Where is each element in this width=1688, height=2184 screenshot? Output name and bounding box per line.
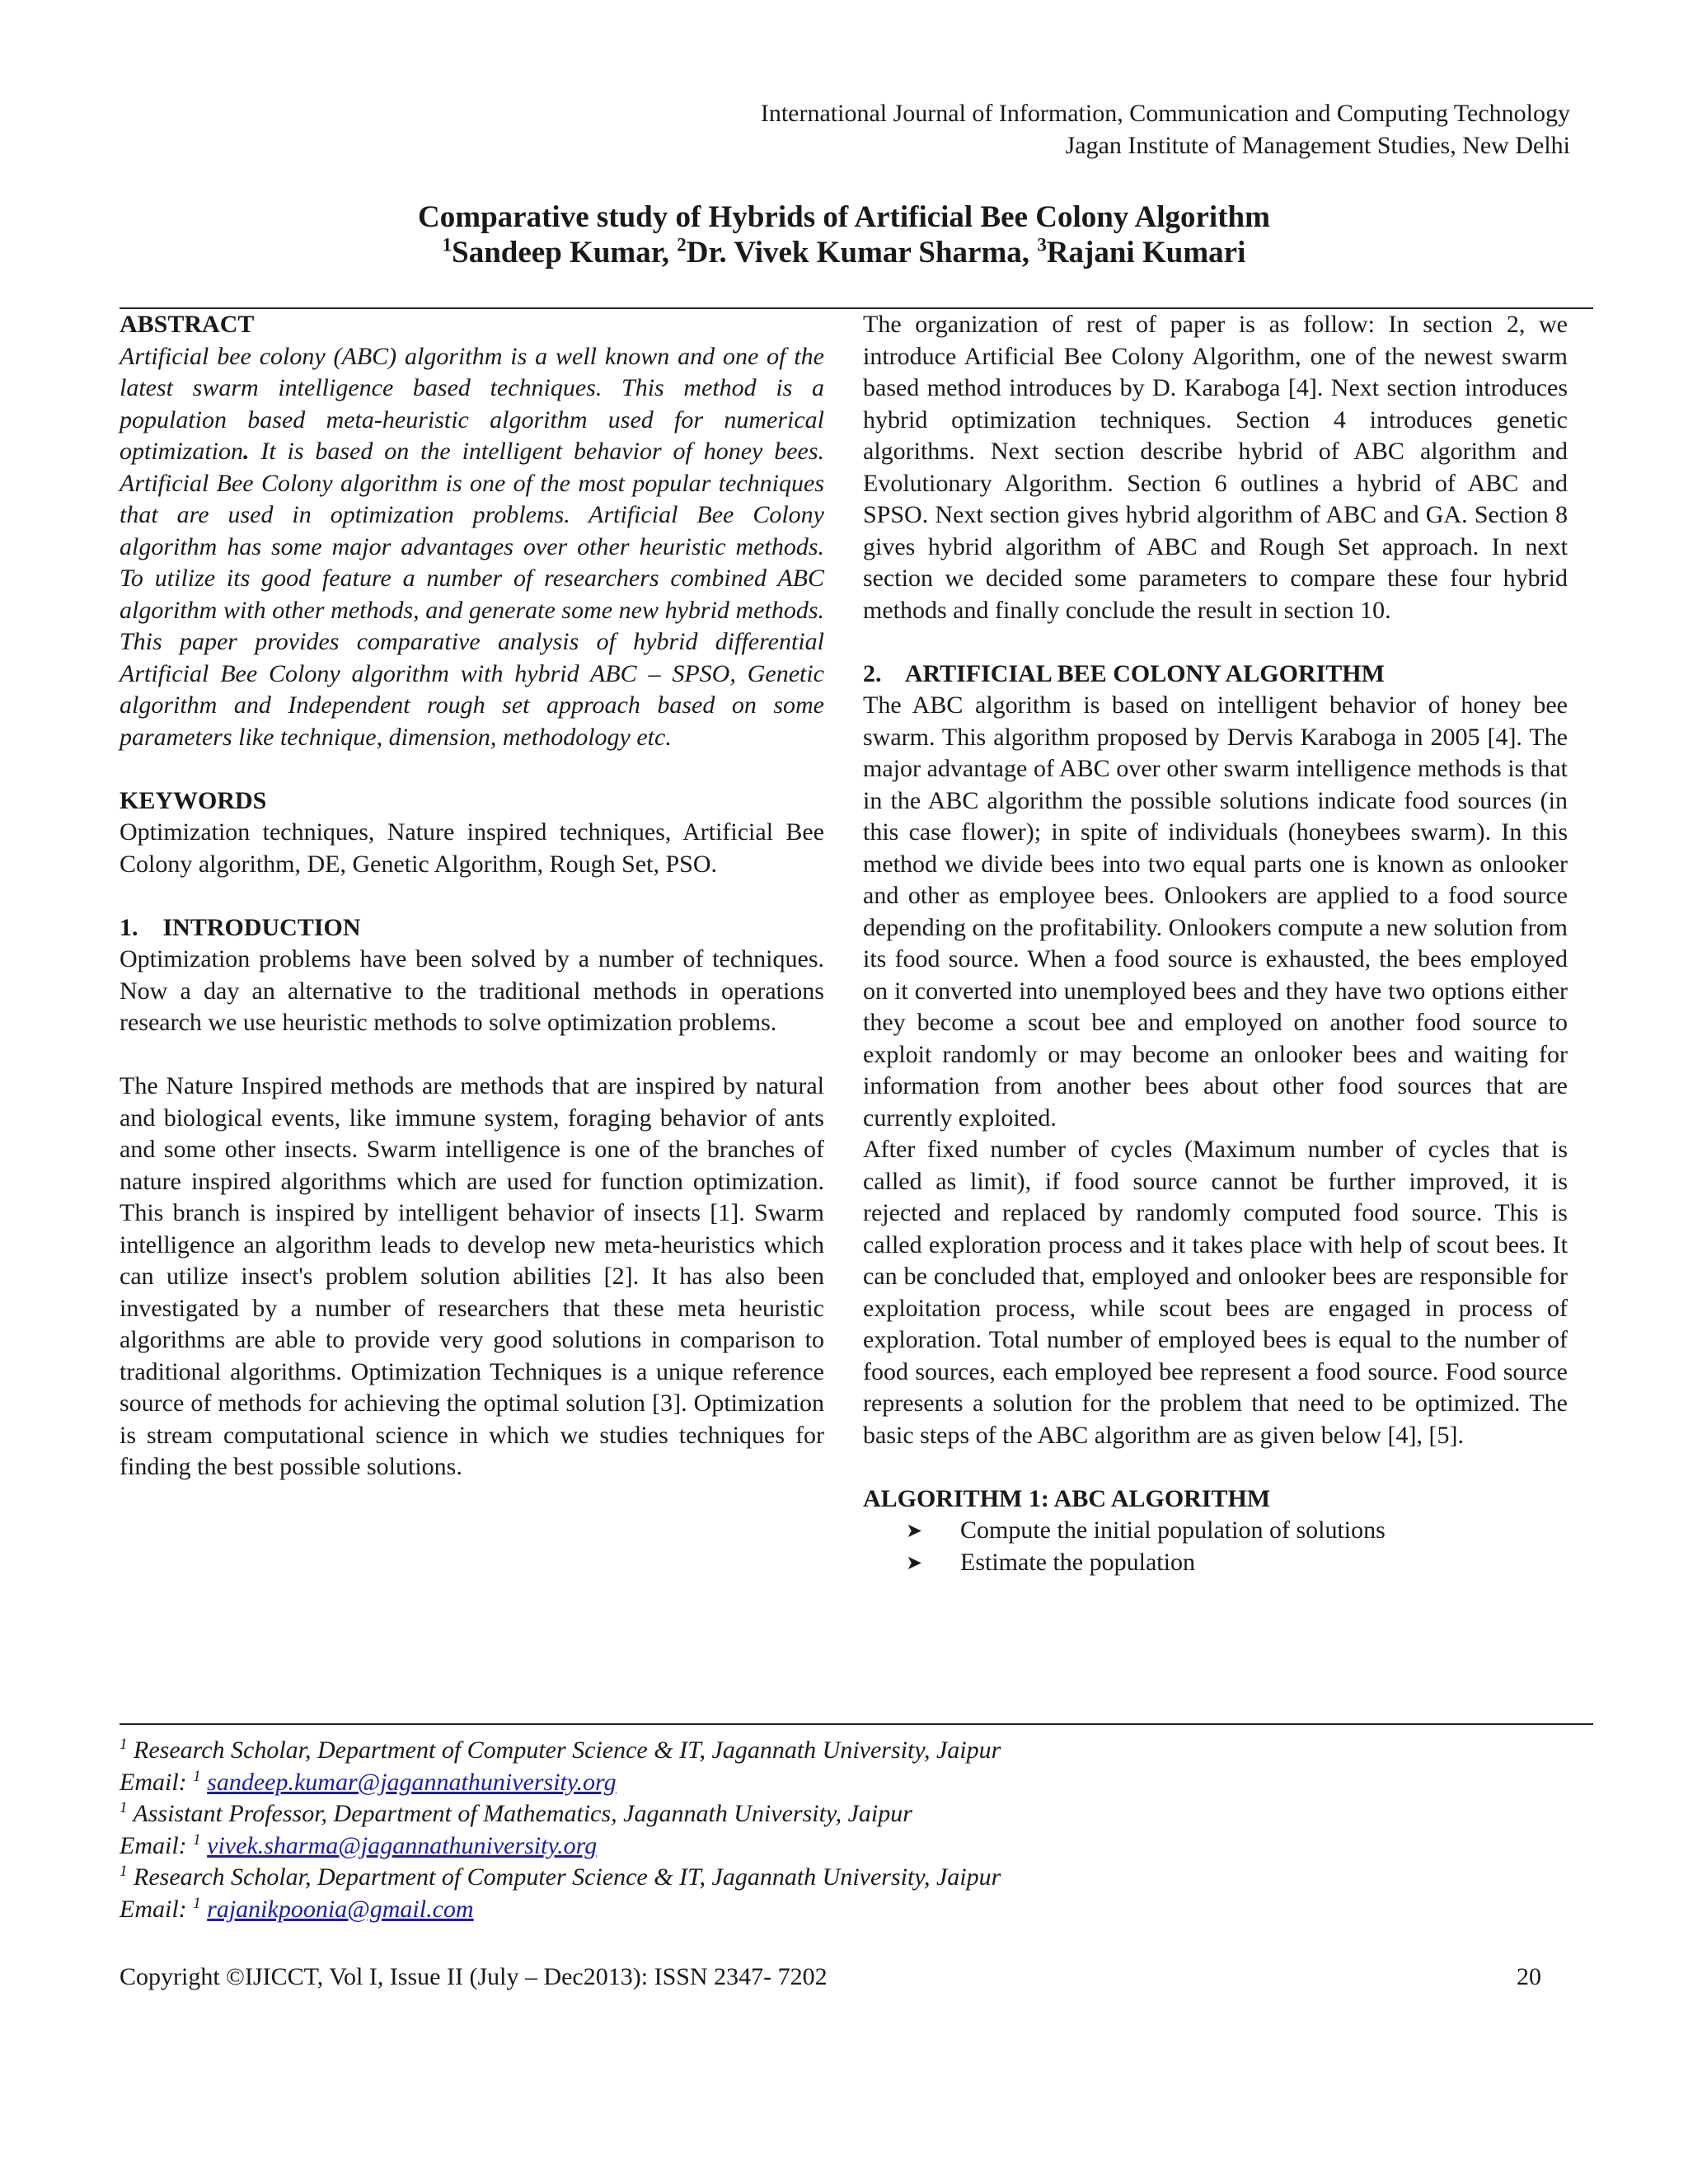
footnote-affiliation: $^1$ Research Scholar, Department of Computer Science & IT, Jagannath University, Jaipur	[120, 1863, 1001, 1891]
author-name: Sandeep Kumar,	[452, 236, 678, 269]
author-affiliation-mark: 1	[442, 234, 452, 255]
abc-paragraph: After fixed number of cycles (Maximum number of cycles that is called as limit), if food source cannot be further improved, it is rejected and replaced by randomly computed food source. This is called exploration process and it takes place with help of scout bees. It can be concluded that, employed and onlooker bees are responsible for exploitation process, while scout bees are engaged in process of exploration. Total number of employed bees is equal to the number of food sources, each employed bee represent a food source. Food source represents a solution for the problem that need to be optimized. The basic steps of the ABC algorithm are as given below [4], [5].	[863, 1136, 1568, 1449]
algorithm-heading: ALGORITHM 1: ABC ALGORITHM	[863, 1484, 1271, 1512]
abstract-heading: ABSTRACT	[120, 311, 255, 338]
institute-name: Jagan Institute of Management Studies, New Delhi	[1065, 132, 1570, 159]
footnote-email: Email: $^1$ sandeep.kumar@jagannathuniversity.org	[120, 1767, 617, 1796]
list-item: ➤ Estimate the population	[863, 1547, 1568, 1579]
abc-section-heading: 2. ARTIFICIAL BEE COLONY ALGORITHM	[863, 659, 1385, 687]
right-column	[863, 309, 1568, 1578]
footnote-divider	[120, 1723, 1593, 1725]
author-footnotes	[120, 1735, 1438, 1925]
author-list	[0, 235, 1688, 271]
author-name: Dr. Vivek Kumar Sharma,	[686, 236, 1038, 269]
author-affiliation-mark: 3	[1037, 234, 1047, 255]
page-number: 20	[1517, 1963, 1541, 1990]
left-column	[120, 309, 824, 1483]
author-name: Rajani Kumari	[1046, 236, 1246, 269]
footnote-affiliation: $^1$ Assistant Professor, Department of Mathematics, Jagannath University, Jaipur	[120, 1799, 912, 1827]
keywords-text: Optimization techniques, Nature inspired techniques, Artificial Bee Colony algorithm, DE, Genetic Algorithm, Rough Set, PSO.	[120, 818, 824, 878]
paper-title: Comparative study of Hybrids of Artificial Bee Colony Algorithm	[418, 200, 1270, 234]
author-affiliation-mark: 2	[677, 234, 687, 255]
journal-name: International Journal of Information, Communication and Computing Technology	[760, 100, 1570, 127]
email-link[interactable]: vivek.sharma@jagannathuniversity.org	[207, 1831, 598, 1859]
abstract-text: Artificial bee colony (ABC) algorithm is a well known and one of the latest swarm intelligence based techniques. This method is a population based meta-heuristic algorithm used for numerical optimization. It is based on the intelligent behavior of honey bees. Artificial Bee Colony algorithm is one of the most popular techniques that are used in optimization problems. Artificial Bee Colony algorithm has some major advantages over other heuristic methods. To utilize its good feature a number of researchers combined ABC algorithm with other methods, and generate some new hybrid methods. This paper provides comparative analysis of hybrid differential Artificial Bee Colony algorithm with hybrid ABC – SPSO, Genetic algorithm and Independent rough set approach based on some parameters like technique, dimension, methodology etc.	[120, 342, 824, 751]
keywords-heading: KEYWORDS	[120, 786, 267, 814]
footnote-email: Email: $^1$ vivek.sharma@jagannathuniversity.org	[120, 1830, 598, 1859]
email-link[interactable]: sandeep.kumar@jagannathuniversity.org	[207, 1768, 617, 1796]
copyright-notice: Copyright ©IJICCT, Vol I, Issue II (July – Dec2013): ISSN 2347- 7202	[120, 1963, 828, 1990]
footnote-email: Email: $^1$ rajanikpoonia@gmail.com	[120, 1894, 474, 1923]
algorithm-steps	[863, 1515, 1568, 1578]
email-link[interactable]: rajanikpoonia@gmail.com	[207, 1895, 474, 1923]
arrowhead-bullet-icon: ➤	[906, 1550, 923, 1574]
organization-paragraph: The organization of rest of paper is as follow: In section 2, we introduce Artificial Bee Colony Algorithm, one of the newest swarm based method introduces by D. Karaboga [4]. Next section introduces hybrid optimization techniques. Section 4 introduces genetic algorithms. Next section describe hybrid of ABC algorithm and Evolutionary Algorithm. Section 6 outlines a hybrid of ABC and SPSO. Next section gives hybrid algorithm of ABC and GA. Section 8 gives hybrid algorithm of ABC and Rough Set approach. In next section we decided some parameters to compare these four hybrid methods and finally conclude the result in section 10.	[863, 311, 1568, 624]
abc-paragraph: The ABC algorithm is based on intelligent behavior of honey bee swarm. This algorithm proposed by Dervis Karaboga in 2005 [4]. The major advantage of ABC over other swarm intelligence methods is that in the ABC algorithm the possible solutions indicate food sources (in this case flower); in spite of individuals (honeybees swarm). In this method we divide bees into two equal parts one is known as onlooker and other as employee bees. Onlookers are applied to a food source depending on the profitability. Onlookers compute a new solution from its food source. When a food source is exhausted, the bees employed on it converted into unemployed bees and they have two options either they become a scout bee and employed on another food source to exploit randomly or may become an onlooker bees and waiting for information from another bees about other food sources that are currently exploited.	[863, 691, 1568, 1132]
introduction-paragraph: Optimization problems have been solved by a number of techniques. Now a day an alternative to the traditional methods in operations research we use heuristic methods to solve optimization problems.	[120, 945, 824, 1036]
introduction-paragraph: The Nature Inspired methods are methods that are inspired by natural and biological events, like immune system, foraging behavior of ants and some other insects. Swarm intelligence is one of the branches of nature inspired algorithms which are used for function optimization. This branch is inspired by intelligent behavior of insects [1]. Swarm intelligence an algorithm leads to develop new meta-heuristics which can utilize insect's problem solution abilities [2]. It has also been investigated by a number of researchers that these meta heuristic algorithms are able to provide very good solutions in comparison to traditional algorithms. Optimization Techniques is a unique reference source of methods for achieving the optimal solution [3]. Optimization is stream computational science in which we studies techniques for finding the best possible solutions.	[120, 1072, 824, 1480]
arrowhead-bullet-icon: ➤	[906, 1519, 923, 1542]
footnote-affiliation: $^1$ Research Scholar, Department of Computer Science & IT, Jagannath University, Jaipur	[120, 1736, 1001, 1764]
list-item: ➤ Compute the initial population of solutions	[863, 1515, 1568, 1547]
journal-header	[577, 97, 1570, 162]
introduction-heading: 1. INTRODUCTION	[120, 913, 361, 941]
